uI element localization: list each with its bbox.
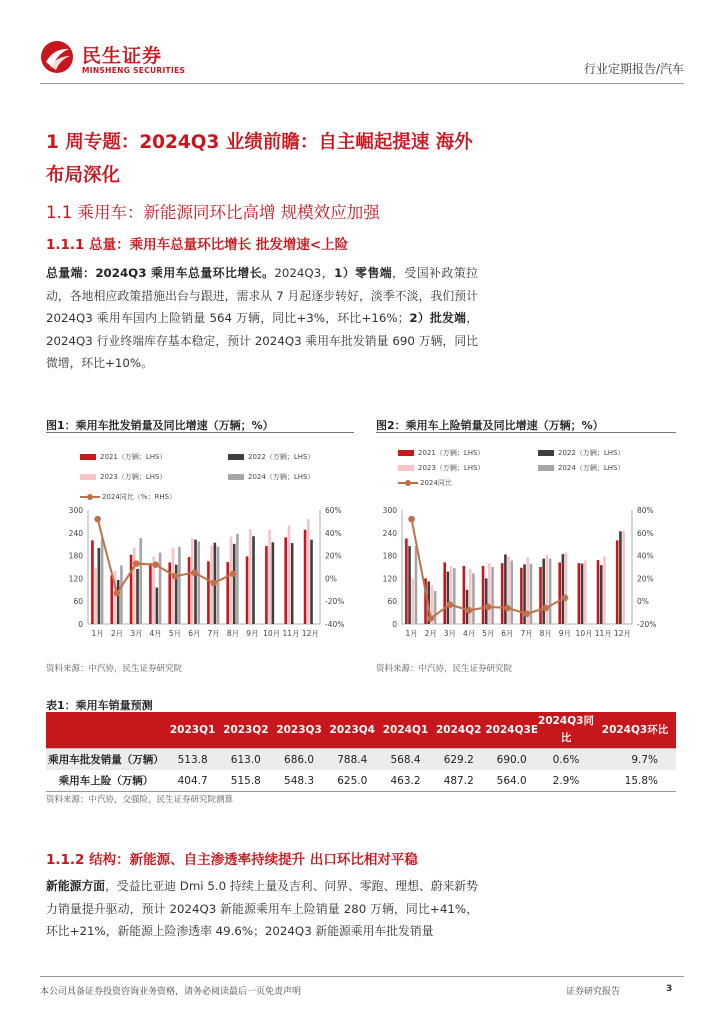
bar — [101, 539, 104, 625]
bar — [265, 546, 268, 624]
table-cell: 690.0 — [485, 749, 538, 771]
legend-2023: 2023（万辆；LHS） — [398, 463, 484, 473]
x-tick-label: 11月 — [594, 629, 612, 638]
legend-2021: 2021（万辆；LHS） — [80, 452, 166, 462]
bar — [194, 540, 197, 624]
y-tick-left: 180 — [68, 551, 83, 561]
x-tick-label: 5月 — [482, 629, 495, 638]
bar — [443, 562, 446, 624]
yoy-point — [466, 607, 473, 614]
bar — [304, 530, 307, 624]
bar — [600, 565, 603, 624]
bar — [288, 525, 291, 624]
figure-2-legend — [376, 436, 676, 494]
legend-yoy: 2024同比 — [398, 478, 452, 488]
table-cell: 686.0 — [272, 749, 325, 771]
bar — [207, 561, 210, 624]
bar — [272, 542, 275, 624]
yoy-point — [523, 610, 530, 617]
yoy-point — [504, 605, 511, 612]
legend-2024: 2024（万辆；LHS） — [228, 472, 314, 482]
yoy-point — [133, 560, 140, 567]
y-tick-right: -20% — [325, 597, 345, 607]
para-lead: 新能源方面 — [46, 879, 106, 893]
bar — [230, 537, 233, 624]
yoy-point — [562, 594, 569, 601]
table-cell: 0.6% — [538, 749, 594, 771]
table-1-source: 资料来源：中汽协，交强险，民生证券研究院测算 — [46, 795, 234, 805]
bar — [252, 536, 255, 624]
bar — [542, 559, 545, 624]
bar — [447, 572, 450, 624]
figure-2-divider — [376, 432, 676, 433]
section-heading-3: 1.1.1 总量：乘用车总量环比增长 批发增速<上险 — [46, 237, 349, 253]
table-header-cell: 2023Q2 — [219, 712, 272, 749]
para-lead: 总量端：2024Q3 乘用车总量环比增长。 — [46, 266, 275, 280]
logo-text: 民生证券 — [82, 45, 163, 67]
bar — [472, 573, 475, 624]
table-row — [46, 749, 676, 771]
y-tick-right: 60% — [637, 528, 654, 538]
table-header-cell: 2023Q4 — [326, 712, 379, 749]
yoy-point — [114, 590, 121, 597]
legend-2022: 2022（万辆；LHS） — [228, 452, 314, 462]
bar — [565, 553, 568, 624]
bar — [584, 561, 587, 624]
y-tick-left: 240 — [382, 528, 397, 538]
table-header-cell: 2024Q3环比 — [594, 712, 676, 749]
bar — [172, 548, 175, 624]
x-tick-label: 12月 — [613, 629, 631, 638]
bar — [485, 578, 488, 624]
bar — [130, 555, 133, 624]
bar — [491, 567, 494, 624]
legend-2021: 2021（万辆；LHS） — [398, 448, 484, 458]
table-cell: 548.3 — [272, 770, 325, 792]
x-tick-label: 4月 — [149, 629, 162, 638]
bar — [291, 543, 294, 624]
logo-subtext: MINSHENG SECURITIES — [82, 66, 186, 75]
table-cell: 487.2 — [432, 770, 485, 792]
x-tick-label: 11月 — [282, 629, 300, 638]
paragraph-structure: 新能源方面，受益比亚迪 Dmi 5.0 持续上量及吉利、问界、零跑、理想、蔚来新势力销量提升驱动，预计 2024Q3 新能源乘用车上险销量 280 万辆，同比+41%，环比+21%，新能源上险渗透率 49.6%；2024Q3 新能源乘用车批发销量 — [46, 879, 478, 938]
yoy-point — [485, 604, 492, 611]
x-tick-label: 8月 — [539, 629, 552, 638]
bar — [159, 553, 162, 624]
table-cell: 564.0 — [485, 770, 538, 792]
x-tick-label: 12月 — [301, 629, 319, 638]
footer-disclaimer: 本公司具备证券投资咨询业务资格，请务必阅读最后一页免责声明 — [40, 987, 302, 997]
bar — [549, 559, 552, 624]
x-tick-label: 7月 — [207, 629, 220, 638]
page-number: 3 — [666, 984, 673, 994]
bar — [284, 537, 287, 624]
yoy-point — [447, 601, 454, 608]
bar — [405, 539, 408, 625]
x-tick-label: 10月 — [575, 629, 593, 638]
bar — [156, 588, 159, 624]
header-divider — [40, 83, 684, 84]
table-header-cell: 2023Q3 — [272, 712, 325, 749]
figure-1-chart — [46, 500, 356, 650]
table-header-cell: 2024Q3E — [485, 712, 538, 749]
logo-icon — [40, 40, 74, 74]
bar — [622, 531, 625, 624]
x-tick-label: 7月 — [520, 629, 533, 638]
section-heading-2: 1.1 乘用车：新能源同环比高增 规模效应加强 — [46, 203, 380, 222]
y-tick-right: 0% — [637, 597, 649, 607]
bar — [408, 546, 411, 624]
bar — [110, 575, 113, 624]
bar — [197, 542, 200, 624]
paragraph-total: 总量端：2024Q3 乘用车总量环比增长。2024Q3，1）零售端，受国补政策拉动，各地相应政策措施出台与跟进，需求从 7 月起逐步转好，淡季不淡，我们预计 2024Q3 乘用车国内上险销量 564 万辆，同比+3%，环比+16%；2）批发端，2024Q3 行业终端库存基本稳定，预计 2024Q3 乘用车批发销量 690 万辆，同比微增，环比+10%。 — [46, 266, 478, 370]
figure-1-title: 图1：乘用车批发销量及同比增速（万辆；%） — [46, 419, 274, 432]
y-tick-right: 20% — [637, 574, 654, 584]
yoy-point — [427, 615, 434, 622]
x-tick-label: 3月 — [443, 629, 457, 638]
yoy-point — [94, 516, 101, 523]
x-tick-label: 9月 — [558, 629, 572, 638]
bar — [246, 556, 249, 624]
bar — [578, 563, 581, 624]
table-row-label: 乘用车批发销量（万辆） — [46, 749, 166, 771]
legend-2022: 2022（万辆；LHS） — [538, 448, 624, 458]
x-tick-label: 2月 — [110, 629, 124, 638]
bar — [603, 556, 606, 624]
bar — [581, 564, 584, 624]
bar — [178, 547, 181, 624]
y-tick-left: 60 — [73, 597, 83, 607]
bar — [504, 554, 507, 624]
table-header-cell: 2024Q2 — [432, 712, 485, 749]
bar — [233, 544, 236, 624]
table-cell: 463.2 — [379, 770, 432, 792]
bar — [310, 540, 313, 624]
x-tick-label: 10月 — [263, 629, 281, 638]
bar — [117, 580, 120, 624]
bar — [411, 578, 414, 624]
bar — [520, 568, 523, 624]
table-header-row — [46, 712, 676, 749]
bar — [450, 566, 453, 624]
bar — [136, 569, 139, 624]
y-tick-right: -20% — [637, 620, 657, 629]
figure-2-source: 资料来源：中汽协，民生证券研究院 — [376, 664, 513, 674]
y-tick-right: 40% — [325, 528, 342, 538]
x-tick-label: 5月 — [168, 629, 182, 638]
bar — [236, 534, 239, 624]
bar — [558, 562, 561, 624]
table-cell: 513.8 — [166, 749, 219, 771]
yoy-point — [172, 573, 179, 580]
x-tick-label: 1月 — [405, 629, 418, 638]
y-tick-right: -40% — [325, 620, 345, 629]
y-tick-right: 0% — [325, 574, 337, 584]
table-cell: 2.9% — [538, 770, 594, 792]
table-cell: 613.0 — [219, 749, 272, 771]
y-tick-left: 300 — [68, 506, 83, 515]
bar — [120, 565, 123, 624]
y-tick-left: 300 — [382, 506, 397, 515]
legend-2023: 2023（万辆；LHS） — [80, 472, 166, 482]
bar — [98, 548, 101, 624]
report-type: 行业定期报告/汽车 — [583, 62, 684, 76]
x-tick-label: 9月 — [246, 629, 259, 638]
y-tick-left: 60 — [387, 597, 397, 607]
table-cell: 9.7% — [594, 749, 676, 771]
sales-forecast-table — [46, 712, 676, 792]
table-1-title: 表1：乘用车销量预测 — [46, 699, 153, 712]
bar — [482, 566, 485, 624]
y-tick-left: 120 — [68, 574, 83, 584]
table-cell: 515.8 — [219, 770, 272, 792]
bar — [530, 564, 533, 624]
figure-2-title: 图2：乘用车上险销量及同比增速（万辆；%） — [376, 419, 604, 432]
yoy-point — [210, 580, 217, 587]
figure-2-chart — [376, 500, 676, 650]
table-header-cell: 2024Q3同比 — [538, 712, 594, 749]
y-tick-left: 240 — [68, 528, 83, 538]
figure-1-divider — [46, 432, 354, 433]
bar — [139, 538, 142, 624]
bar — [415, 546, 418, 624]
bar — [510, 561, 513, 624]
bar — [94, 568, 97, 624]
bar — [217, 546, 220, 624]
bar — [539, 567, 542, 624]
y-tick-right: 80% — [637, 506, 654, 515]
bar — [488, 563, 491, 624]
yoy-point — [191, 569, 198, 576]
x-tick-label: 6月 — [188, 629, 201, 638]
bar — [226, 562, 229, 624]
bar — [466, 590, 469, 624]
x-tick-label: 2月 — [424, 629, 437, 638]
table-header-cell: 2023Q1 — [166, 712, 219, 749]
table-cell: 788.4 — [326, 749, 379, 771]
table-row-label: 乘用车上险（万辆） — [46, 770, 166, 792]
x-tick-label: 8月 — [226, 629, 240, 638]
x-tick-label: 4月 — [462, 629, 476, 638]
bar — [133, 548, 136, 624]
bar — [469, 569, 472, 624]
table-cell: 568.4 — [379, 749, 432, 771]
yoy-point — [152, 561, 159, 568]
bar — [501, 563, 504, 624]
section-heading-3-structure: 1.1.2 结构：新能源、自主渗透率持续提升 出口环比相对平稳 — [46, 852, 418, 868]
section-heading-1: 1 周专题：2024Q3 业绩前瞻：自主崛起提速 海外布局深化 — [46, 132, 473, 186]
x-tick-label: 1月 — [91, 629, 104, 638]
y-tick-right: 60% — [325, 506, 342, 515]
table-cell: 404.7 — [166, 770, 219, 792]
bar — [91, 540, 94, 624]
table-header-cell — [46, 712, 166, 749]
table-cell: 625.0 — [326, 770, 379, 792]
table-cell: 629.2 — [432, 749, 485, 771]
figure-1-source: 资料来源：中汽协，民生证券研究院 — [46, 664, 183, 674]
table-cell: 15.8% — [594, 770, 676, 792]
y-tick-right: 40% — [637, 551, 654, 561]
legend-2024: 2024（万辆；LHS） — [538, 463, 624, 473]
bar — [149, 563, 152, 624]
bar — [562, 554, 565, 624]
footer-divider — [40, 976, 684, 977]
bar — [546, 555, 549, 624]
x-tick-label: 3月 — [130, 629, 143, 638]
figure-1-legend — [46, 436, 346, 504]
bar — [188, 557, 191, 624]
y-tick-left: 120 — [382, 574, 397, 584]
bar — [191, 538, 194, 624]
bar — [268, 530, 271, 624]
bar — [307, 519, 310, 624]
yoy-point — [542, 605, 549, 612]
y-tick-right: 20% — [325, 551, 342, 561]
y-tick-left: 180 — [382, 551, 397, 561]
bar — [249, 529, 252, 624]
yoy-point — [408, 516, 415, 523]
yoy-point — [230, 571, 237, 578]
bar — [507, 556, 510, 624]
bar — [616, 540, 619, 624]
y-tick-left: 0 — [392, 620, 397, 629]
table-header-cell: 2024Q1 — [379, 712, 432, 749]
bar — [434, 591, 437, 624]
bar — [619, 531, 622, 624]
x-tick-label: 6月 — [501, 629, 514, 638]
y-tick-left: 0 — [78, 620, 83, 629]
table-row — [46, 770, 676, 792]
bar — [597, 560, 600, 624]
bar — [463, 566, 466, 624]
bar — [453, 568, 456, 624]
legend-yoy: 2024同比（%；RHS） — [80, 492, 176, 502]
footer-label: 证券研究报告 — [566, 987, 621, 997]
